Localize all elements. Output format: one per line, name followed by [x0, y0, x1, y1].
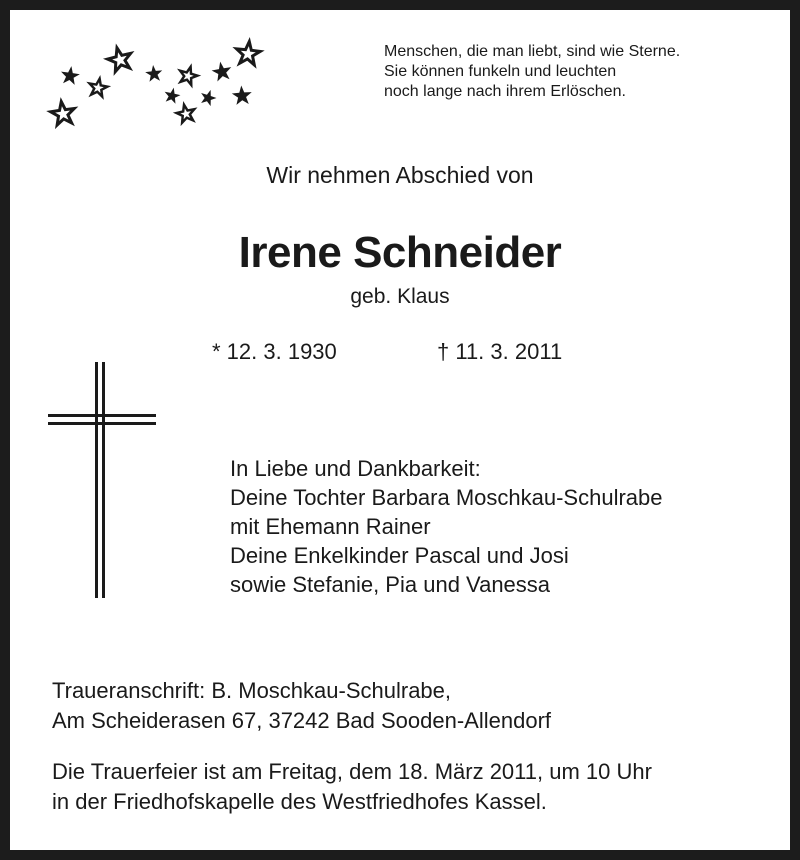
star-icon [88, 77, 109, 97]
memorial-quote [384, 42, 784, 102]
birth-date: * 12. 3. 1930 [212, 339, 337, 364]
address-line: Am Scheiderasen 67, 37242 Bad Sooden-Allendorf [52, 708, 552, 733]
star-icon [163, 86, 182, 104]
ceremony-line: in der Friedhofskapelle des Westfriedhofes Kassel. [52, 789, 547, 814]
star-icon [235, 40, 261, 65]
stars-icon [40, 36, 280, 136]
star-icon [105, 45, 134, 73]
funeral-ceremony-info [52, 757, 652, 817]
star-icon [177, 64, 199, 86]
quote-line: Menschen, die man liebt, sind wie Sterne. [384, 43, 681, 60]
mourners-line: Deine Tochter Barbara Moschkau-Schulrabe [230, 485, 663, 510]
maiden-name: geb. Klaus [350, 285, 450, 308]
mourners-list [230, 454, 663, 599]
cross-icon [48, 362, 158, 602]
ceremony-line: Die Trauerfeier ist am Freitag, dem 18. März 2011, um 10 Uhr [52, 759, 652, 784]
star-icon [175, 103, 196, 124]
star-icon [49, 100, 76, 126]
mourning-address [52, 676, 551, 736]
star-icon [198, 87, 218, 107]
quote-line: Sie können funkeln und leuchten [384, 63, 617, 80]
farewell-intro [0, 162, 800, 189]
address-line: Traueranschrift: B. Moschkau-Schulrabe, [52, 678, 452, 703]
quote-line: noch lange nach ihrem Erlöschen. [384, 83, 626, 100]
deceased-name: Irene Schneider [238, 228, 562, 277]
death-date: † 11. 3. 2011 [437, 339, 563, 364]
mourners-line: In Liebe und Dankbarkeit: [230, 456, 481, 481]
mourners-line: Deine Enkelkinder Pascal und Josi [230, 543, 569, 568]
mourners-line: sowie Stefanie, Pia und Vanessa [230, 572, 551, 597]
star-icon [210, 60, 233, 82]
mourners-line: mit Ehemann Rainer [230, 514, 431, 539]
star-icon [231, 85, 252, 105]
farewell-intro-text: Wir nehmen Abschied von [266, 162, 534, 188]
star-icon [145, 64, 164, 82]
star-icon [59, 65, 80, 86]
